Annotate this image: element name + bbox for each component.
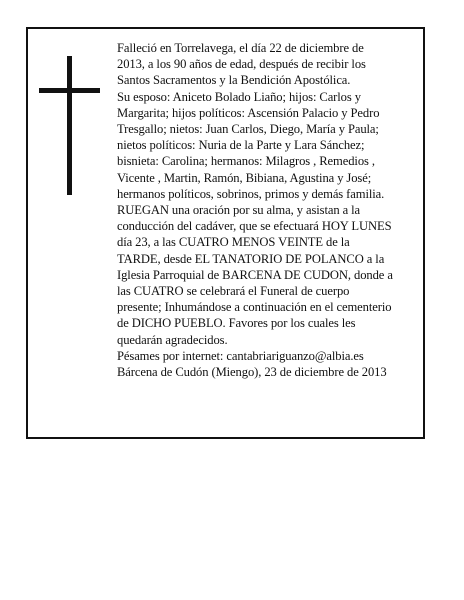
text-line: las CUATRO se celebrará el Funeral de cuerpo: [117, 284, 350, 299]
text-line: día 23, a las CUATRO MENOS VEINTE de la: [117, 235, 350, 250]
condolences-paragraph: [117, 348, 423, 364]
text-line: TARDE, desde EL TANATORIO DE POLANCO a la: [117, 251, 385, 266]
text-line: quedarán agradecidos.: [117, 332, 228, 347]
text-line: presente; Inhumándose a continuación en el cementerio: [117, 300, 392, 315]
text-line: Vicente , Martin, Ramón, Bibiana, Agustina y José;: [117, 170, 372, 185]
text-line: hermanos políticos, sobrinos, primos y demás familia.: [117, 186, 385, 201]
text-line: bisnieta: Carolina; hermanos: Milagros , Remedios ,: [117, 154, 375, 169]
family-paragraph: [117, 89, 423, 202]
death-announcement-paragraph: [117, 40, 423, 89]
text-line: de DICHO PUEBLO. Favores por los cuales les: [117, 316, 356, 331]
place-date-paragraph: [117, 364, 423, 380]
text-line: nietos políticos: Nuria de la Parte y Lara Sánchez;: [117, 138, 365, 153]
obituary-notice: [26, 27, 425, 439]
text-line: Iglesia Parroquial de BARCENA DE CUDON, donde a: [117, 267, 393, 282]
text-line: Su esposo: Aniceto Bolado Liaño; hijos: Carlos y: [117, 89, 361, 104]
cross-icon-vertical-bar: [67, 56, 72, 195]
text-line: Tresgallo; nietos: Juan Carlos, Diego, María y Paula;: [117, 122, 379, 137]
text-line: 2013, a los 90 años de edad, después de recibir los: [117, 57, 366, 72]
funeral-details-paragraph: [117, 202, 423, 348]
text-line: Pésames por internet: cantabriariguanzo@albia.es: [117, 348, 364, 363]
cross-icon-horizontal-bar: [39, 88, 100, 93]
text-line: conducción del cadáver, que se efectuará HOY LUNES: [117, 219, 392, 234]
text-line: Margarita; hijos políticos: Ascensión Palacio y Pedro: [117, 105, 380, 120]
text-line: Bárcena de Cudón (Miengo), 23 de diciembre de 2013: [117, 365, 387, 380]
text-line: Santos Sacramentos y la Bendición Apostólica.: [117, 73, 351, 88]
text-line: RUEGAN una oración por su alma, y asistan a la: [117, 203, 361, 218]
obituary-text: [117, 40, 423, 380]
text-line: Falleció en Torrelavega, el día 22 de diciembre de: [117, 41, 364, 55]
